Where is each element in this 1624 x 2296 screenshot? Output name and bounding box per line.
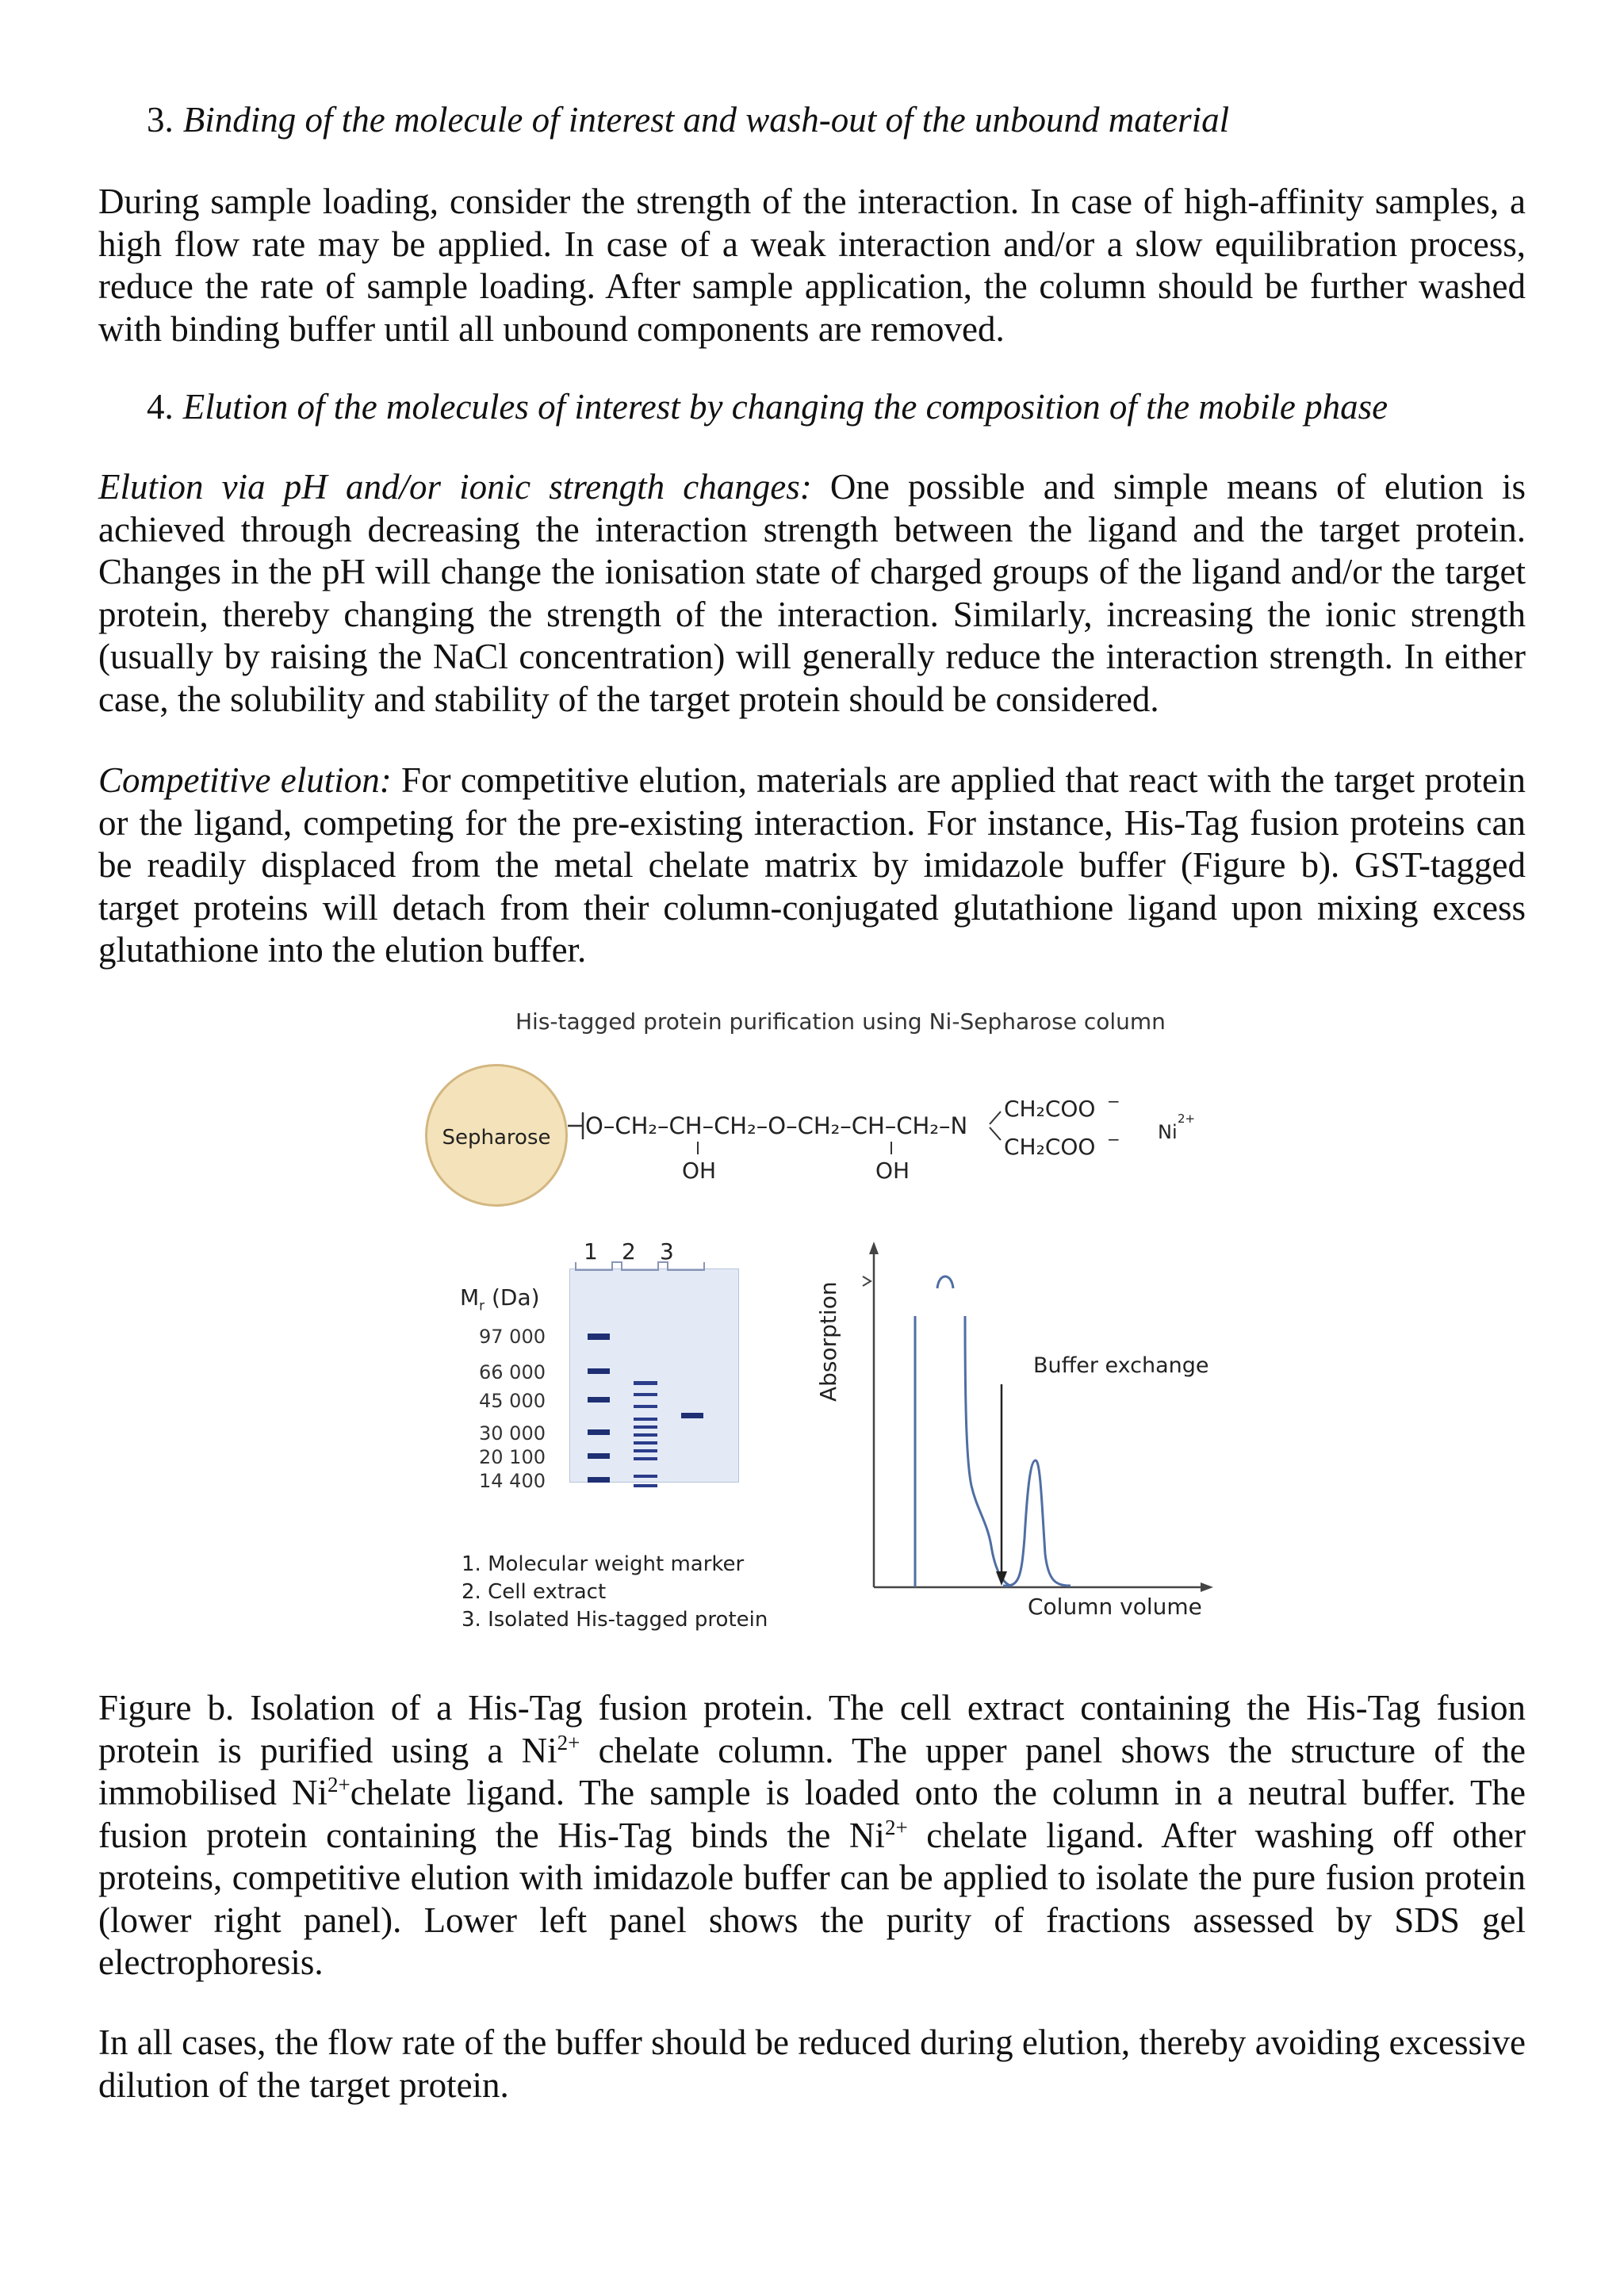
competitive-elution-body: For competitive elution, materials are applied that react with the target protein or the ligand, competing for the pre-existing interaction. For instance, His-Tag fusion proteins can be readily displaced from the metal chelate matrix by imidazole buffer (Figure b). GST-tagged target proteins will detach from their column-conjugated glutathione ligand upon mixing excess glutathione into the elution buffer. xyxy=(98,760,1526,970)
peak-top-break xyxy=(937,1276,953,1288)
nickel-ion: Ni xyxy=(1158,1121,1178,1143)
caption-part-1: Figure b. Isolation of a His-Tag fusion protein. The cell extract containing the His-Tag fusion protein is purified using a Ni xyxy=(98,1688,1526,1770)
legend-item: 2. Cell extract xyxy=(462,1580,607,1604)
figure-title: His-tagged protein purification using Ni-Sepharose column xyxy=(515,1008,1166,1035)
mw-label: 30 000 xyxy=(479,1422,546,1445)
ph-elution-body: One possible and simple means of elution is achieved through decreasing the interaction strength between the ligand and the target protein. Changes in the pH will change the ionisation state of charged groups of the ligand and/or the target protein, thereby changing the strength of the interaction. Similarly, increasing the ionic strength (usually by raising the NaCl concentration) will generally reduce the interaction strength. In either case, the solubility and stability of the target protein should be considered. xyxy=(98,467,1526,719)
section-3-body: During sample loading, consider the strength of the interaction. In case of high-affinity samples, a high flow rate may be applied. In case of a weak interaction and/or a slow equilibration process, reduce the rate of sample loading. After sample application, the column should be further washed with binding buffer until all unbound components are removed. xyxy=(98,182,1526,349)
band-e-6 xyxy=(634,1433,657,1437)
buffer-exchange-label: Buffer exchange xyxy=(1033,1353,1209,1378)
chromatogram xyxy=(863,1242,1213,1592)
branch-up xyxy=(990,1112,1001,1124)
ligand-chain: O–CH₂–CH–CH₂–O–CH₂–CH–CH₂–N xyxy=(585,1112,968,1139)
ph-elution-lead: Elution via pH and/or ionic strength changes: xyxy=(98,467,812,507)
eluted-protein-peak xyxy=(1003,1460,1071,1586)
band-e-10 xyxy=(634,1475,657,1478)
section-3-number: 3. xyxy=(147,100,174,140)
band-m-30 xyxy=(588,1429,610,1435)
competitive-elution-paragraph xyxy=(98,760,1526,972)
legend-item: 1. Molecular weight marker xyxy=(462,1552,745,1576)
section-4-number: 4. xyxy=(147,387,174,427)
figure-caption xyxy=(98,1687,1526,1984)
legend-item: 3. Isolated His-tagged protein xyxy=(462,1608,768,1632)
band-e-7 xyxy=(634,1441,657,1445)
y-axis-arrow xyxy=(869,1242,879,1254)
oh-group-1: OH xyxy=(682,1158,717,1184)
band-e-11 xyxy=(634,1484,657,1487)
band-e-8 xyxy=(634,1449,657,1452)
mw-axis-title-sub: r xyxy=(479,1297,485,1314)
figure-b xyxy=(412,999,1221,1649)
carboxymethyl-2: CH₂COO xyxy=(1004,1134,1096,1160)
band-e-2 xyxy=(634,1393,657,1396)
band-m-20 xyxy=(588,1453,610,1459)
mw-axis-title-main: M xyxy=(460,1284,480,1311)
lane-2-number: 2 xyxy=(622,1238,636,1265)
lane-3-number: 3 xyxy=(660,1238,674,1265)
band-e-1 xyxy=(634,1381,657,1385)
axis-break xyxy=(863,1276,871,1286)
caption-sup-2: 2+ xyxy=(327,1773,350,1797)
oh-group-2: OH xyxy=(875,1158,910,1184)
caption-sup-1: 2+ xyxy=(557,1730,580,1755)
competitive-elution-lead: Competitive elution: xyxy=(98,760,392,800)
column-volume-label: Column volume xyxy=(1028,1594,1202,1620)
caption-part-2: chelate column. The upper panel shows the structure of the immobilised Ni xyxy=(98,1730,1526,1812)
mw-label: 45 000 xyxy=(479,1390,546,1412)
band-m-14 xyxy=(588,1477,610,1483)
sepharose-label: Sepharose xyxy=(442,1126,551,1150)
mw-axis-title xyxy=(460,1284,540,1314)
x-axis-arrow xyxy=(1201,1582,1213,1592)
minus-2: − xyxy=(1107,1130,1120,1149)
carboxymethyl-1: CH₂COO xyxy=(1004,1096,1096,1122)
minus-1: − xyxy=(1107,1092,1120,1111)
band-e-5 xyxy=(634,1425,657,1429)
section-4-heading xyxy=(147,385,1526,428)
band-e-9 xyxy=(634,1457,657,1460)
section-4-title: Elution of the molecules of interest by changing the composition of the mobile phase xyxy=(182,387,1388,427)
band-m-97 xyxy=(588,1334,610,1340)
section-3-title: Binding of the molecule of interest and wash-out of the unbound material xyxy=(182,100,1230,140)
mw-label: 14 400 xyxy=(479,1470,546,1492)
caption-part-4: chelate ligand. After washing off other proteins, competitive elution with imidazole buffer can be applied to isolate the pure fusion protein (lower right panel). Lower left panel shows the purity of fractions assessed by SDS gel electrophoresis. xyxy=(98,1815,1526,1982)
band-e-3 xyxy=(634,1405,657,1408)
band-his-tagged xyxy=(681,1413,703,1418)
mw-axis-title-rest: (Da) xyxy=(485,1284,540,1311)
absorption-axis-label: Absorption xyxy=(815,1281,841,1402)
ph-elution-paragraph xyxy=(98,466,1526,721)
gel-bands xyxy=(588,1334,703,1487)
nickel-charge: 2+ xyxy=(1178,1112,1196,1126)
closing-paragraph: In all cases, the flow rate of the buffer should be reduced during elution, thereby avoiding excessive dilution of the target protein. xyxy=(98,2022,1526,2105)
mw-label: 20 100 xyxy=(479,1446,546,1468)
mw-label: 66 000 xyxy=(479,1361,546,1383)
caption-part-3: chelate ligand. The sample is loaded onto the column in a neutral buffer. The fusion protein containing the His-Tag binds the Ni xyxy=(98,1773,1526,1855)
section-3-heading xyxy=(147,98,1526,141)
band-m-45 xyxy=(588,1397,610,1402)
flow-through-peak xyxy=(915,1316,1012,1587)
mw-label: 97 000 xyxy=(479,1326,546,1348)
band-e-4 xyxy=(634,1418,657,1421)
branch-down xyxy=(990,1127,1001,1140)
caption-sup-3: 2+ xyxy=(884,1815,908,1839)
band-m-66 xyxy=(588,1368,610,1374)
lane-1-number: 1 xyxy=(584,1238,598,1265)
